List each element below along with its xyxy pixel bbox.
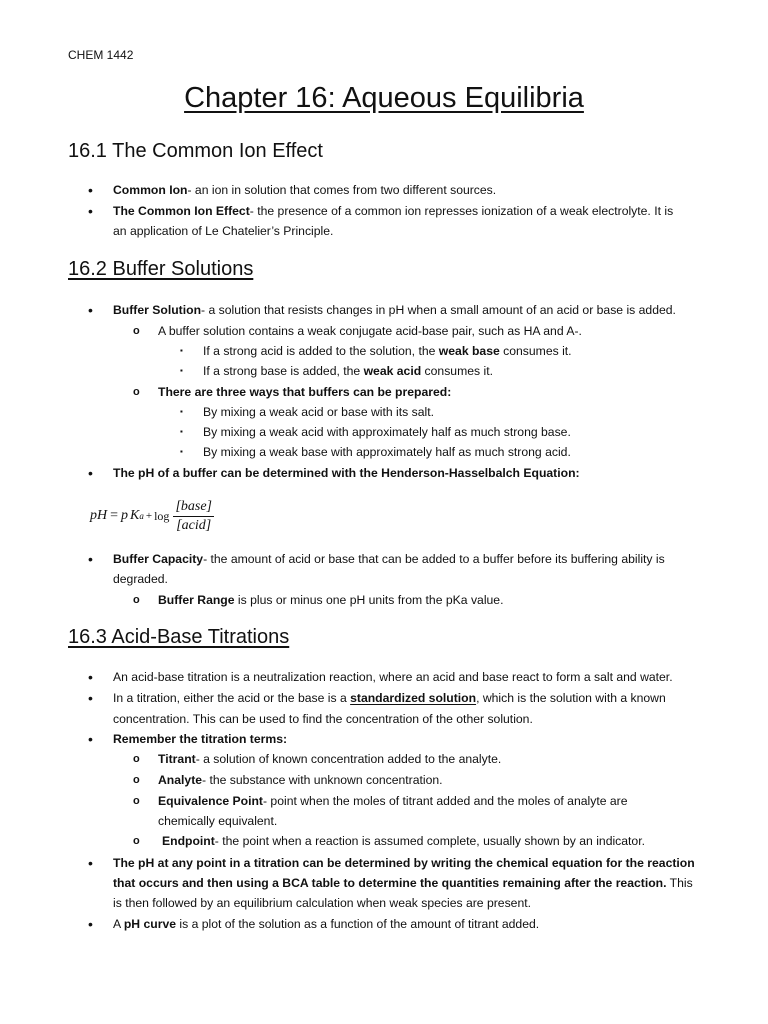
bullet-square: ▪ bbox=[180, 407, 183, 416]
bullet-circle: o bbox=[133, 753, 140, 765]
section-heading-16-3: 16.3 Acid-Base Titrations bbox=[68, 626, 290, 648]
bullet-square: ▪ bbox=[180, 366, 183, 375]
list-item: The pH at any point in a titration can be determined by writing the chemical equation for the reaction bbox=[113, 856, 695, 870]
sub-item: Endpoint- the point when a reaction is assumed complete, usually shown by an indicator. bbox=[162, 834, 645, 848]
term: The Common Ion Effect bbox=[113, 204, 250, 218]
term: Titrant bbox=[158, 752, 196, 766]
underlined-term: standardized solution bbox=[350, 691, 477, 705]
bullet-dot: • bbox=[88, 182, 93, 198]
list-item: Remember the titration terms: bbox=[113, 732, 288, 746]
sub-sub-item: If a strong base is added, the weak acid consumes it. bbox=[203, 364, 493, 378]
bullet-dot: • bbox=[88, 203, 93, 219]
sub-item-continuation: chemically equivalent. bbox=[158, 814, 278, 828]
sub-item: Analyte- the substance with unknown concentration. bbox=[158, 773, 443, 787]
fraction bbox=[173, 499, 214, 534]
bullet-dot: • bbox=[88, 731, 93, 747]
bullet-dot: • bbox=[88, 551, 93, 567]
henderson-hasselbalch-equation: pH = p K a + log $\frac{\text{[base]}}{\text{[acid]}}$ bbox=[90, 498, 212, 533]
term: Buffer Capacity bbox=[113, 552, 204, 566]
sub-sub-item: If a strong acid is added to the solution, the weak base consumes it. bbox=[203, 344, 572, 358]
bullet-dot: • bbox=[88, 669, 93, 685]
fraction-numerator: [base] bbox=[173, 499, 214, 517]
bullet-circle: o bbox=[133, 325, 140, 337]
bullet-square: ▪ bbox=[180, 447, 183, 456]
sub-item: Equivalence Point- point when the moles of titrant added and the moles of analyte are bbox=[158, 794, 628, 808]
term: Common Ion bbox=[113, 183, 188, 197]
list-item: Common Ion- an ion in solution that comes from two different sources. bbox=[113, 183, 497, 197]
bullet-circle: o bbox=[133, 795, 140, 807]
section-heading-16-1: 16.1 The Common Ion Effect bbox=[68, 140, 323, 162]
bullet-circle: o bbox=[133, 386, 140, 398]
bullet-circle: o bbox=[133, 835, 140, 847]
sub-sub-item: By mixing a weak acid or base with its salt. bbox=[203, 405, 434, 419]
list-item: An acid-base titration is a neutralization reaction, where an acid and base react to form a salt and water. bbox=[113, 670, 673, 684]
chapter-title: Chapter 16: Aqueous Equilibria bbox=[184, 82, 584, 114]
sub-item: Titrant- a solution of known concentration added to the analyte. bbox=[158, 752, 502, 766]
course-code: CHEM 1442 bbox=[68, 48, 134, 62]
sub-item: There are three ways that buffers can be prepared: bbox=[158, 385, 452, 399]
bullet-dot: • bbox=[88, 690, 93, 706]
list-item-continuation: that occurs and then using a BCA table to determine the quantities remaining after the reaction. This bbox=[113, 876, 693, 890]
list-item: In a titration, either the acid or the base is a standardized solution, which is the solution with a known bbox=[113, 691, 666, 705]
list-item: Buffer Capacity- the amount of acid or base that can be added to a buffer before its buffering ability is bbox=[113, 552, 665, 566]
list-item: Buffer Solution- a solution that resists changes in pH when a small amount of an acid or base is added. bbox=[113, 303, 676, 317]
bullet-dot: • bbox=[88, 855, 93, 871]
sub-item: Buffer Range is plus or minus one pH units from the pKa value. bbox=[158, 593, 504, 607]
bullet-circle: o bbox=[133, 594, 140, 606]
sub-item: A buffer solution contains a weak conjugate acid-base pair, such as HA and A-. bbox=[158, 324, 582, 338]
section-heading-16-2: 16.2 Buffer Solutions bbox=[68, 258, 254, 280]
term: Buffer Solution bbox=[113, 303, 202, 317]
list-item: A pH curve is a plot of the solution as a function of the amount of titrant added. bbox=[113, 917, 540, 931]
sub-sub-item: By mixing a weak acid with approximately half as much strong base. bbox=[203, 425, 571, 439]
term: Equivalence Point bbox=[158, 794, 263, 808]
bullet-square: ▪ bbox=[180, 346, 183, 355]
bullet-square: ▪ bbox=[180, 427, 183, 436]
list-item-continuation: degraded. bbox=[113, 572, 168, 586]
bullet-dot: • bbox=[88, 916, 93, 932]
term: Endpoint bbox=[162, 834, 215, 848]
list-item-continuation: is then followed by an equilibrium calculation when weak species are present. bbox=[113, 896, 531, 910]
term: Analyte bbox=[158, 773, 203, 787]
list-item-continuation: an application of Le Chatelier’s Principle. bbox=[113, 224, 334, 238]
list-item-continuation: concentration. This can be used to find the concentration of the other solution. bbox=[113, 712, 533, 726]
bullet-dot: • bbox=[88, 465, 93, 481]
term: Buffer Range bbox=[158, 593, 235, 607]
fraction-denominator: [acid] bbox=[176, 517, 212, 533]
bullet-dot: • bbox=[88, 302, 93, 318]
list-item: The Common Ion Effect- the presence of a common ion represses ionization of a weak electrolyte. It is bbox=[113, 204, 674, 218]
sub-sub-item: By mixing a weak base with approximately half as much strong acid. bbox=[203, 445, 571, 459]
bullet-circle: o bbox=[133, 774, 140, 786]
list-item: The pH of a buffer can be determined with the Henderson-Hasselbalch Equation: bbox=[113, 466, 580, 480]
